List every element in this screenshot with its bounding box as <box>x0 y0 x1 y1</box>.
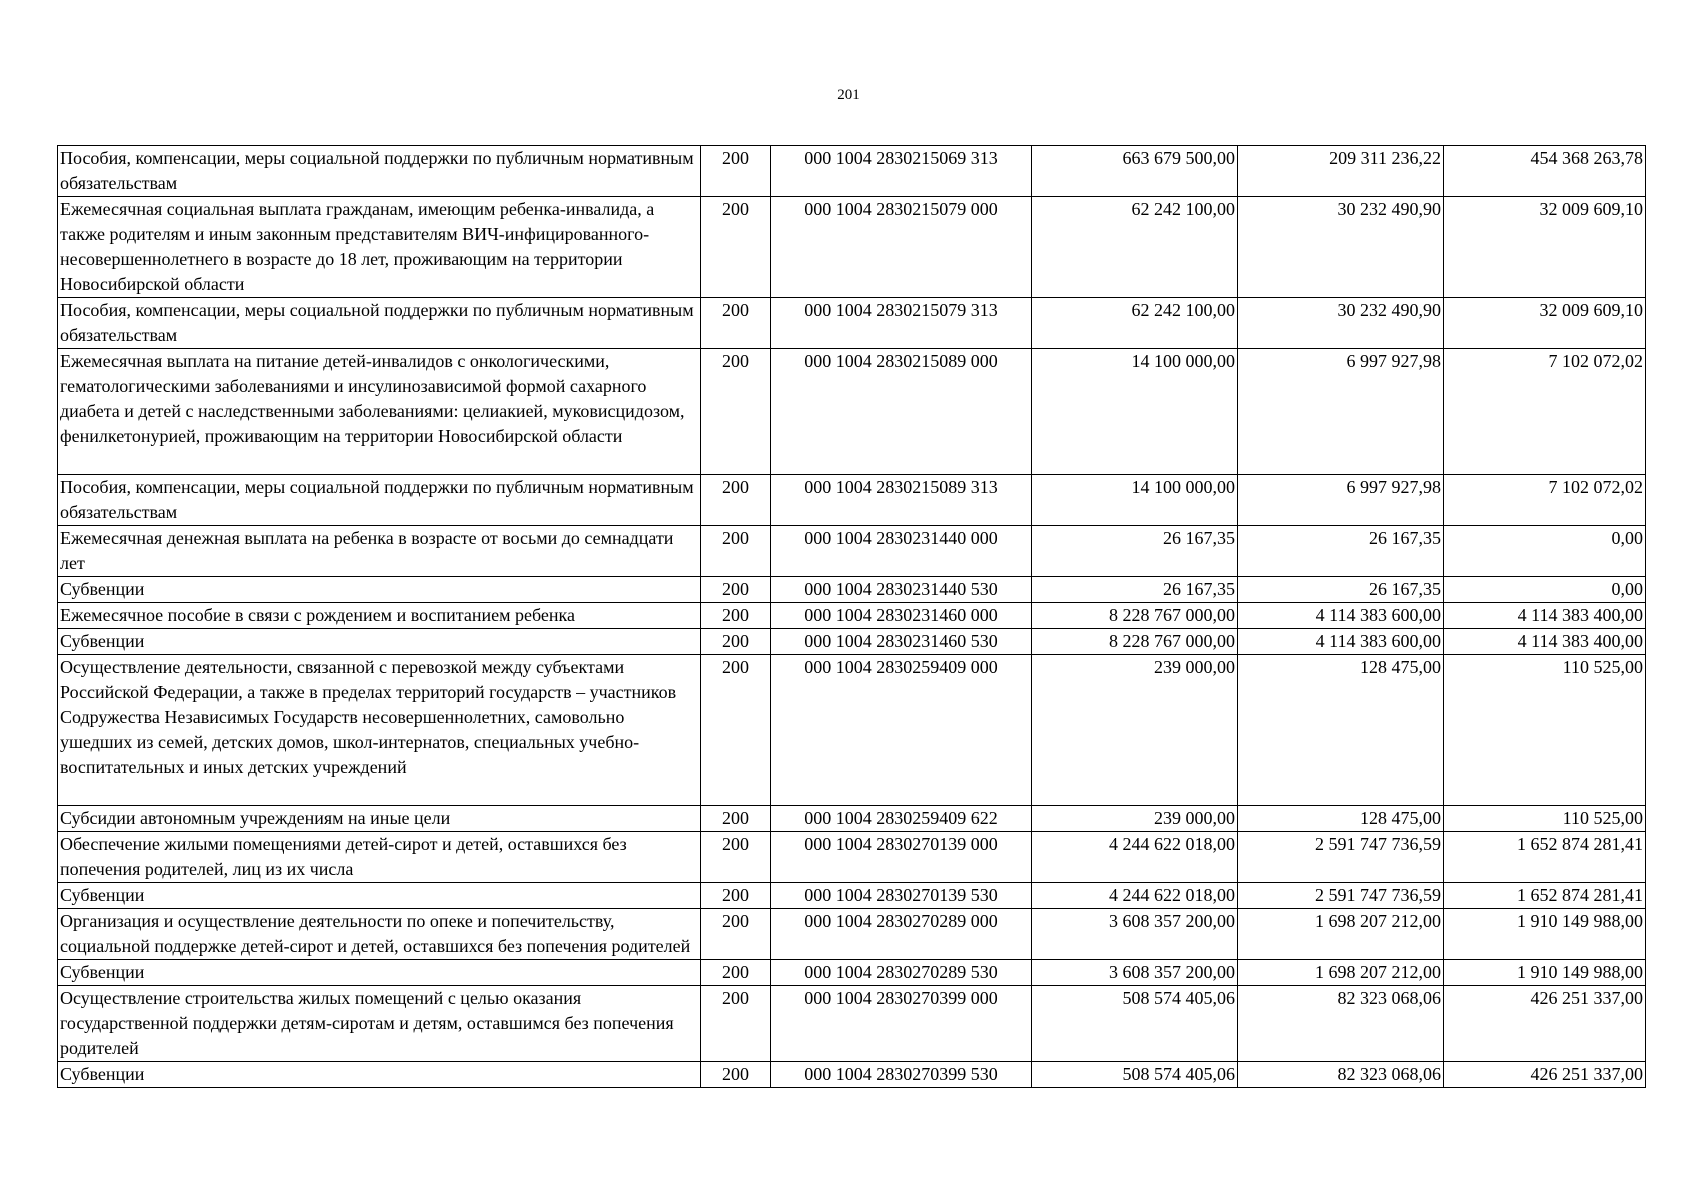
row-classification-cell: 000 1004 2830270139 530 <box>771 883 1032 909</box>
row-approved-cell: 239 000,00 <box>1032 655 1238 806</box>
row-unexecuted-cell: 1 910 149 988,00 <box>1444 909 1646 960</box>
row-classification-cell: 000 1004 2830215079 000 <box>771 197 1032 298</box>
table-row <box>58 655 1646 806</box>
row-code-cell: 200 <box>701 298 771 349</box>
row-unexecuted-cell: 4 114 383 400,00 <box>1444 629 1646 655</box>
row-approved-cell: 26 167,35 <box>1032 526 1238 577</box>
row-classification-cell: 000 1004 2830231460 530 <box>771 629 1032 655</box>
row-executed-cell: 6 997 927,98 <box>1238 475 1444 526</box>
row-executed-cell: 26 167,35 <box>1238 577 1444 603</box>
table-row <box>58 577 1646 603</box>
table-row <box>58 526 1646 577</box>
row-approved-cell: 8 228 767 000,00 <box>1032 603 1238 629</box>
row-unexecuted-cell: 454 368 263,78 <box>1444 146 1646 197</box>
row-name-cell: Субвенции <box>58 960 701 986</box>
row-name-cell: Осуществление строительства жилых помещений с целью оказания государственной поддержки детям-сиротам и детям, оставшимся без попечения родителей <box>58 986 701 1062</box>
budget-execution-table <box>57 145 1646 1088</box>
row-executed-cell: 1 698 207 212,00 <box>1238 960 1444 986</box>
row-classification-cell: 000 1004 2830259409 000 <box>771 655 1032 806</box>
row-name-cell: Пособия, компенсации, меры социальной поддержки по публичным нормативным обязательствам <box>58 146 701 197</box>
row-approved-cell: 508 574 405,06 <box>1032 986 1238 1062</box>
table-row <box>58 475 1646 526</box>
row-unexecuted-cell: 110 525,00 <box>1444 655 1646 806</box>
row-classification-cell: 000 1004 2830215089 000 <box>771 349 1032 475</box>
row-code-cell: 200 <box>701 146 771 197</box>
table-row <box>58 883 1646 909</box>
row-classification-cell: 000 1004 2830231440 530 <box>771 577 1032 603</box>
row-approved-cell: 8 228 767 000,00 <box>1032 629 1238 655</box>
row-executed-cell: 128 475,00 <box>1238 655 1444 806</box>
row-code-cell: 200 <box>701 986 771 1062</box>
table-row <box>58 909 1646 960</box>
table-row <box>58 146 1646 197</box>
row-executed-cell: 2 591 747 736,59 <box>1238 832 1444 883</box>
row-approved-cell: 508 574 405,06 <box>1032 1062 1238 1088</box>
row-code-cell: 200 <box>701 349 771 475</box>
row-classification-cell: 000 1004 2830231460 000 <box>771 603 1032 629</box>
row-approved-cell: 14 100 000,00 <box>1032 349 1238 475</box>
row-classification-cell: 000 1004 2830259409 622 <box>771 806 1032 832</box>
row-name-cell: Субвенции <box>58 629 701 655</box>
row-approved-cell: 26 167,35 <box>1032 577 1238 603</box>
row-code-cell: 200 <box>701 909 771 960</box>
table-row <box>58 197 1646 298</box>
table-row <box>58 298 1646 349</box>
row-executed-cell: 6 997 927,98 <box>1238 349 1444 475</box>
row-name-cell: Субвенции <box>58 577 701 603</box>
table-row <box>58 986 1646 1062</box>
row-name-cell: Субвенции <box>58 883 701 909</box>
row-approved-cell: 3 608 357 200,00 <box>1032 960 1238 986</box>
page-number: 201 <box>837 87 860 103</box>
row-approved-cell: 14 100 000,00 <box>1032 475 1238 526</box>
row-name-cell: Осуществление деятельности, связанной с перевозкой между субъектами Российской Федерации, а также в пределах территорий государств – участников Содружества Независимых Государств несовершеннолетних, самовольно ушедших из семей, детских домов, школ-интернатов, специальных учебно-воспитательных и иных детских учреждений <box>58 655 701 806</box>
row-code-cell: 200 <box>701 603 771 629</box>
row-executed-cell: 82 323 068,06 <box>1238 1062 1444 1088</box>
row-approved-cell: 4 244 622 018,00 <box>1032 832 1238 883</box>
row-unexecuted-cell: 0,00 <box>1444 577 1646 603</box>
row-unexecuted-cell: 32 009 609,10 <box>1444 197 1646 298</box>
row-name-cell: Ежемесячное пособие в связи с рождением и воспитанием ребенка <box>58 603 701 629</box>
row-name-cell: Ежемесячная денежная выплата на ребенка в возрасте от восьми до семнадцати лет <box>58 526 701 577</box>
row-executed-cell: 4 114 383 600,00 <box>1238 629 1444 655</box>
table-row <box>58 960 1646 986</box>
row-approved-cell: 663 679 500,00 <box>1032 146 1238 197</box>
row-unexecuted-cell: 426 251 337,00 <box>1444 1062 1646 1088</box>
row-executed-cell: 26 167,35 <box>1238 526 1444 577</box>
row-executed-cell: 1 698 207 212,00 <box>1238 909 1444 960</box>
row-approved-cell: 4 244 622 018,00 <box>1032 883 1238 909</box>
row-name-cell: Пособия, компенсации, меры социальной поддержки по публичным нормативным обязательствам <box>58 475 701 526</box>
row-classification-cell: 000 1004 2830270399 530 <box>771 1062 1032 1088</box>
row-classification-cell: 000 1004 2830270139 000 <box>771 832 1032 883</box>
table-row <box>58 349 1646 475</box>
row-executed-cell: 128 475,00 <box>1238 806 1444 832</box>
row-classification-cell: 000 1004 2830270289 530 <box>771 960 1032 986</box>
row-name-cell: Субвенции <box>58 1062 701 1088</box>
row-executed-cell: 4 114 383 600,00 <box>1238 603 1444 629</box>
row-unexecuted-cell: 4 114 383 400,00 <box>1444 603 1646 629</box>
row-name-cell: Ежемесячная социальная выплата гражданам, имеющим ребенка-инвалида, а также родителям и иным законным представителям ВИЧ-инфицированного-несовершеннолетнего в возрасте до 18 лет, проживающим на территории Новосибирской области <box>58 197 701 298</box>
row-code-cell: 200 <box>701 197 771 298</box>
row-code-cell: 200 <box>701 832 771 883</box>
row-code-cell: 200 <box>701 1062 771 1088</box>
row-classification-cell: 000 1004 2830215069 313 <box>771 146 1032 197</box>
row-code-cell: 200 <box>701 883 771 909</box>
row-name-cell: Обеспечение жилыми помещениями детей-сирот и детей, оставшихся без попечения родителей, лиц из их числа <box>58 832 701 883</box>
row-name-cell: Организация и осуществление деятельности по опеке и попечительству, социальной поддержке детей-сирот и детей, оставшихся без попечения родителей <box>58 909 701 960</box>
row-unexecuted-cell: 1 910 149 988,00 <box>1444 960 1646 986</box>
row-classification-cell: 000 1004 2830215079 313 <box>771 298 1032 349</box>
row-classification-cell: 000 1004 2830231440 000 <box>771 526 1032 577</box>
table-row <box>58 832 1646 883</box>
table-row <box>58 806 1646 832</box>
row-code-cell: 200 <box>701 629 771 655</box>
table-row <box>58 603 1646 629</box>
row-code-cell: 200 <box>701 475 771 526</box>
row-executed-cell: 82 323 068,06 <box>1238 986 1444 1062</box>
row-classification-cell: 000 1004 2830270289 000 <box>771 909 1032 960</box>
row-executed-cell: 30 232 490,90 <box>1238 298 1444 349</box>
row-code-cell: 200 <box>701 526 771 577</box>
row-executed-cell: 209 311 236,22 <box>1238 146 1444 197</box>
row-classification-cell: 000 1004 2830270399 000 <box>771 986 1032 1062</box>
row-name-cell: Пособия, компенсации, меры социальной поддержки по публичным нормативным обязательствам <box>58 298 701 349</box>
row-unexecuted-cell: 7 102 072,02 <box>1444 475 1646 526</box>
row-executed-cell: 30 232 490,90 <box>1238 197 1444 298</box>
row-unexecuted-cell: 1 652 874 281,41 <box>1444 832 1646 883</box>
row-code-cell: 200 <box>701 577 771 603</box>
row-unexecuted-cell: 0,00 <box>1444 526 1646 577</box>
row-unexecuted-cell: 426 251 337,00 <box>1444 986 1646 1062</box>
row-name-cell: Ежемесячная выплата на питание детей-инвалидов с онкологическими, гематологическими заболеваниями и инсулинозависимой формой сахарного диабета и детей с наследственными заболеваниями: целиакией, муковисцидозом, фенилкетонурией, проживающим на территории Новосибирской области <box>58 349 701 475</box>
row-approved-cell: 62 242 100,00 <box>1032 197 1238 298</box>
row-approved-cell: 3 608 357 200,00 <box>1032 909 1238 960</box>
row-executed-cell: 2 591 747 736,59 <box>1238 883 1444 909</box>
row-unexecuted-cell: 7 102 072,02 <box>1444 349 1646 475</box>
table-row <box>58 629 1646 655</box>
row-classification-cell: 000 1004 2830215089 313 <box>771 475 1032 526</box>
row-unexecuted-cell: 1 652 874 281,41 <box>1444 883 1646 909</box>
row-unexecuted-cell: 110 525,00 <box>1444 806 1646 832</box>
row-approved-cell: 62 242 100,00 <box>1032 298 1238 349</box>
row-code-cell: 200 <box>701 960 771 986</box>
row-unexecuted-cell: 32 009 609,10 <box>1444 298 1646 349</box>
row-name-cell: Субсидии автономным учреждениям на иные цели <box>58 806 701 832</box>
row-approved-cell: 239 000,00 <box>1032 806 1238 832</box>
row-code-cell: 200 <box>701 655 771 806</box>
row-code-cell: 200 <box>701 806 771 832</box>
table-row <box>58 1062 1646 1088</box>
